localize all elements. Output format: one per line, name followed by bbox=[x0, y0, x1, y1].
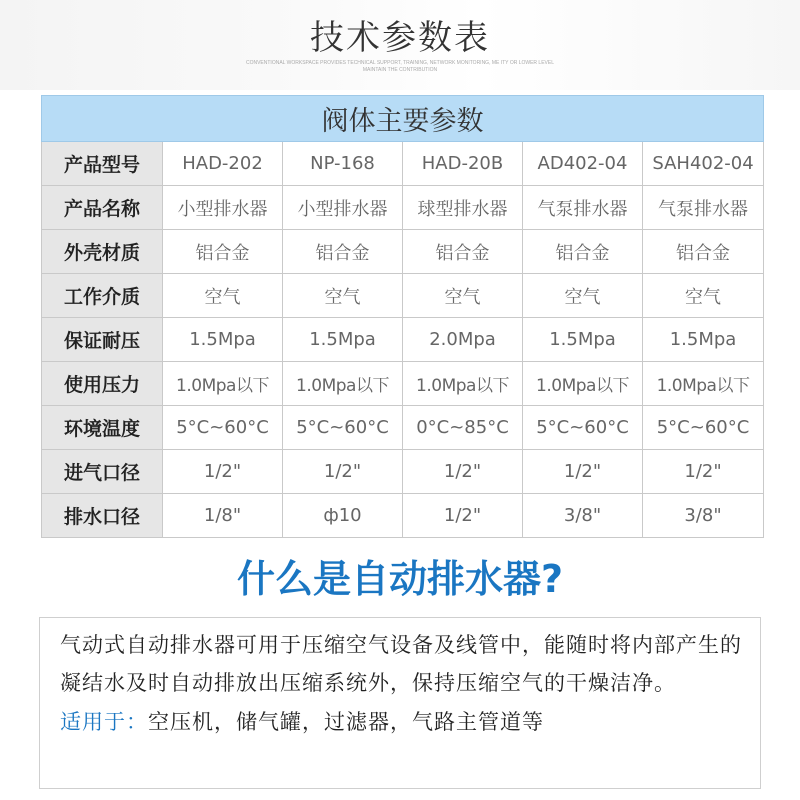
table-cell: 1.0Mpa以下 bbox=[403, 362, 523, 406]
table-cell: 5°C~60°C bbox=[283, 406, 403, 450]
table-cell: 铝合金 bbox=[523, 230, 643, 274]
page-subtitle: CONVENTIONAL WORKSPACE PROVIDES TECHNICAL SUPPORT, TRAINING, NETWORK MONITORING, ME ITY OR LOWER LEVEL MAINTAIN THE CONTRIBUTION bbox=[245, 60, 554, 73]
table-row bbox=[42, 142, 764, 186]
row-label: 产品型号 bbox=[42, 142, 163, 186]
table-cell: 3/8" bbox=[643, 494, 764, 538]
table-row bbox=[42, 186, 764, 230]
table-cell: 铝合金 bbox=[403, 230, 523, 274]
table-cell: 1.0Mpa以下 bbox=[643, 362, 764, 406]
row-label: 环境温度 bbox=[42, 406, 163, 450]
table-cell: ф10 bbox=[283, 494, 403, 538]
section-heading: 什么是自动排水器? bbox=[236, 557, 564, 601]
table-header-row bbox=[42, 96, 764, 142]
table-cell: 0°C~85°C bbox=[403, 406, 523, 450]
application-line bbox=[60, 702, 748, 742]
table-cell: 空气 bbox=[283, 274, 403, 318]
table-cell: 1.5Mpa bbox=[283, 318, 403, 362]
row-label: 产品名称 bbox=[42, 186, 163, 230]
application-label: 适用于： bbox=[60, 710, 148, 734]
table-cell: 2.0Mpa bbox=[403, 318, 523, 362]
table-cell: 铝合金 bbox=[643, 230, 764, 274]
table-cell: SAH402-04 bbox=[643, 142, 764, 186]
table-cell: 5°C~60°C bbox=[643, 406, 764, 450]
table-row bbox=[42, 274, 764, 318]
table-cell: 1.5Mpa bbox=[643, 318, 764, 362]
table-cell: 1/8" bbox=[163, 494, 283, 538]
table-cell: 1/2" bbox=[403, 494, 523, 538]
table-cell: 空气 bbox=[523, 274, 643, 318]
spec-table bbox=[41, 95, 764, 538]
description-text: 气动式自动排水器可用于压缩空气设备及线管中，能随时将内部产生的凝结水及时自动排放出压缩系统外，保持压缩空气的干燥洁净。 bbox=[60, 633, 742, 695]
table-cell: 3/8" bbox=[523, 494, 643, 538]
table-cell: HAD-202 bbox=[163, 142, 283, 186]
table-cell: 铝合金 bbox=[283, 230, 403, 274]
table-section-title: 阀体主要参数 bbox=[42, 96, 764, 142]
table-cell: 1.0Mpa以下 bbox=[523, 362, 643, 406]
table-row bbox=[42, 318, 764, 362]
table-cell: HAD-20B bbox=[403, 142, 523, 186]
row-label: 进气口径 bbox=[42, 450, 163, 494]
table-cell: 小型排水器 bbox=[283, 186, 403, 230]
page-title: 技术参数表 bbox=[310, 18, 490, 58]
table-cell: 1.5Mpa bbox=[163, 318, 283, 362]
application-text: 空压机，储气罐，过滤器，气路主管道等 bbox=[148, 710, 544, 734]
table-cell: 气泵排水器 bbox=[643, 186, 764, 230]
row-label: 外壳材质 bbox=[42, 230, 163, 274]
table-row bbox=[42, 494, 764, 538]
table-cell: 1/2" bbox=[163, 450, 283, 494]
table-cell: AD402-04 bbox=[523, 142, 643, 186]
table-cell: 1.0Mpa以下 bbox=[163, 362, 283, 406]
row-label: 工作介质 bbox=[42, 274, 163, 318]
table-row bbox=[42, 450, 764, 494]
table-cell: NP-168 bbox=[283, 142, 403, 186]
table-cell: 5°C~60°C bbox=[163, 406, 283, 450]
row-label: 排水口径 bbox=[42, 494, 163, 538]
table-cell: 小型排水器 bbox=[163, 186, 283, 230]
table-cell: 空气 bbox=[163, 274, 283, 318]
table-cell: 铝合金 bbox=[163, 230, 283, 274]
table-row bbox=[42, 406, 764, 450]
table-cell: 空气 bbox=[403, 274, 523, 318]
description-box bbox=[39, 617, 761, 789]
table-cell: 1.5Mpa bbox=[523, 318, 643, 362]
table-cell: 气泵排水器 bbox=[523, 186, 643, 230]
table-cell: 1/2" bbox=[403, 450, 523, 494]
row-label: 使用压力 bbox=[42, 362, 163, 406]
table-cell: 5°C~60°C bbox=[523, 406, 643, 450]
table-cell: 1/2" bbox=[523, 450, 643, 494]
table-row bbox=[42, 230, 764, 274]
table-cell: 1/2" bbox=[283, 450, 403, 494]
table-row bbox=[42, 362, 764, 406]
table-cell: 1/2" bbox=[643, 450, 764, 494]
table-cell: 1.0Mpa以下 bbox=[283, 362, 403, 406]
table-cell: 空气 bbox=[643, 274, 764, 318]
table-cell: 球型排水器 bbox=[403, 186, 523, 230]
row-label: 保证耐压 bbox=[42, 318, 163, 362]
